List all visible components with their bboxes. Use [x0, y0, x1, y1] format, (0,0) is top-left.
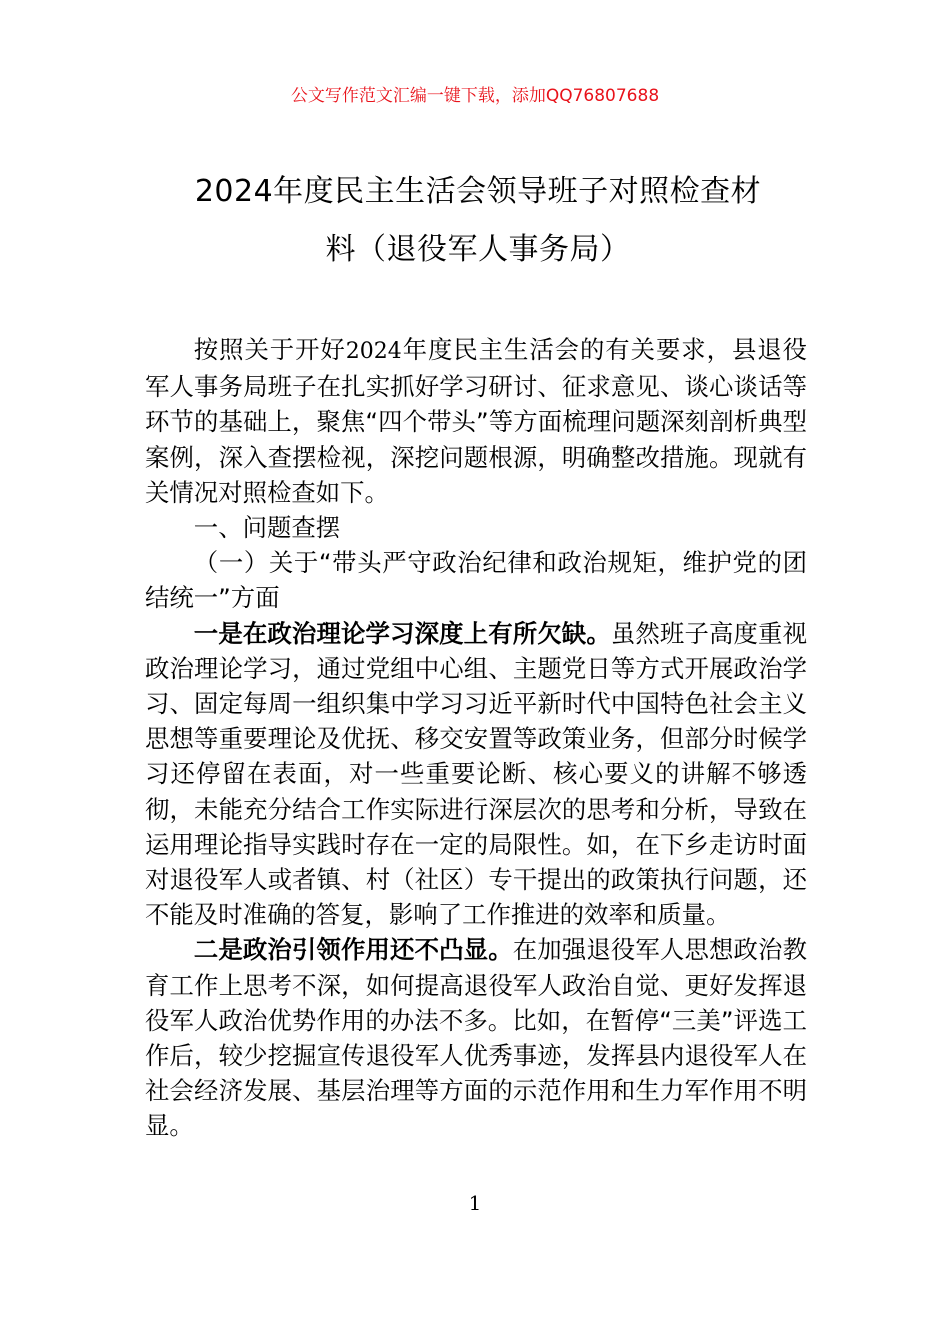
document-title	[148, 163, 808, 279]
point-paragraph-1	[145, 616, 807, 933]
point-1-body: 虽然班子高度重视政治理论学习，通过党组中心组、主题党日等方式开展政治学习、固定每周一组织集中学习习近平新时代中国特色社会主义思想等重要理论及优抚、移交安置等政策业务，但部分时候学习还停留在表面，对一些重要论断、核心要义的讲解不够透彻，未能充分结合工作实际进行深层次的思考和分析，导致在运用理论指导实践时存在一定的局限性。如，在下乡走访时面对退役军人或者镇、村（社区）专干提出的政策执行问题，还不能及时准确的答复，影响了工作推进的效率和质量。	[145, 618, 807, 930]
document-body	[145, 332, 807, 1144]
intro-text-part1: 按照关于开好	[193, 335, 346, 364]
subsection-heading: （一）关于“带头严守政治纪律和政治规矩，维护党的团结统一”方面	[145, 548, 807, 613]
intro-text-part2: 年度民主生活会的有关要求，县退役军人事务局班子在扎实抓好学习研讨、征求意见、谈心谈话等环节的基础上，聚焦“四个带头”等方面梳理问题深刻剖析典型案例，深入查摆检视，深挖问题根源，明确整改措施。现就有关情况对照检查如下。	[145, 335, 807, 507]
section-heading: 一、问题查摆	[193, 513, 341, 543]
point-2-body: 在加强退役军人思想政治教育工作上思考不深，如何提高退役军人政治自觉、更好发挥退役军人政治优势作用的办法不多。比如，在暂停“三美”评选工作后，较少挖掘宣传退役军人优秀事迹，发挥县内退役军人在社会经济发展、基层治理等方面的示范作用和生力军作用不明显。	[145, 935, 807, 1141]
title-line-1: 2024年度民主生活会领导班子对照检查材	[194, 174, 762, 209]
point-1-lead: 一是在政治理论学习深度上有所欠缺。	[193, 618, 611, 648]
intro-year: 2024	[345, 339, 402, 364]
point-2-lead: 二是政治引领作用还不凸显。	[193, 935, 513, 965]
title-line-2: 料（退役军人事务局）	[325, 232, 631, 267]
download-banner-text: 公文写作范文汇编一键下载，添加QQ76807688	[290, 86, 660, 106]
intro-paragraph	[145, 332, 807, 510]
point-paragraph-2	[145, 932, 807, 1143]
page-number: 1	[468, 1191, 482, 1215]
